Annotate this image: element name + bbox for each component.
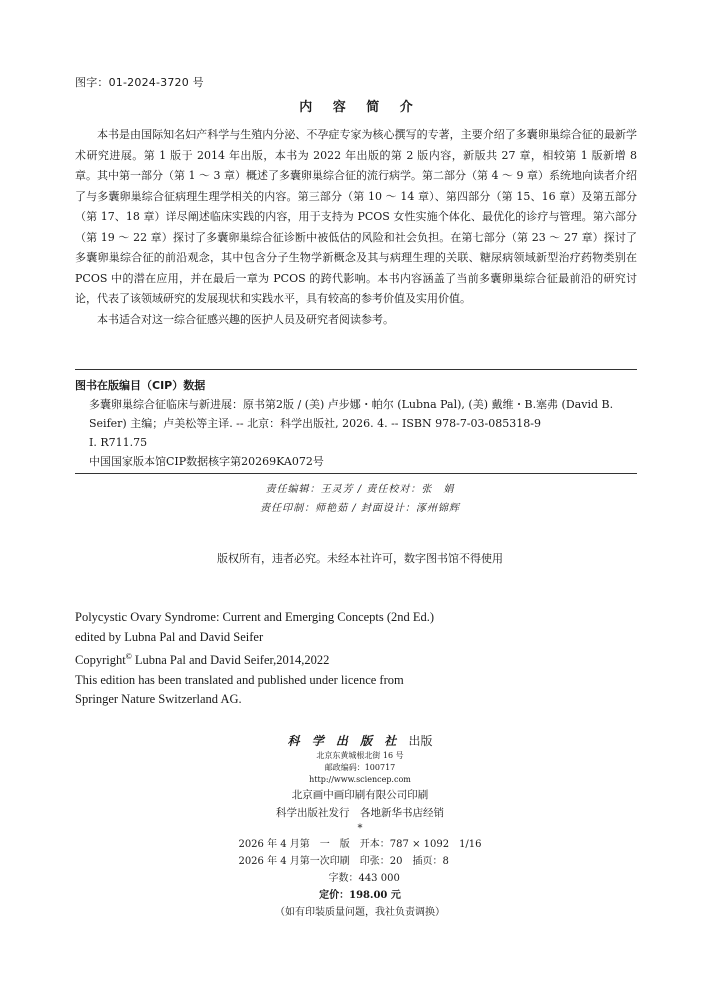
- intro-paragraph: 本书是由国际知名妇产科学与生殖内分泌、不孕症专家为核心撰写的专著，主要介绍了多囊卵巢综合征的最新学术研究进展。第 1 版于 2014 年出版，本书为 2022 年出版的第 2 版内容，新版共 27 章，相较第 1 版新增 8 章。其中第一部分（第 1 ～ 3 章）概述了多囊卵巢综合征的流行病学。第二部分（第 4 ～ 9 章）系统地向读者介绍了与多囊卵巢综合征病理生理学相关的内容。第三部分（第 10 ～ 14 章）、第四部分（第 15、16 章）及第五部分（第 17、18 章）详尽阐述临床实践的内容，用于支持为 PCOS 女性实施个体化、最优化的诊疗与管理。第六部分（第 19 ～ 22 章）探讨了多囊卵巢综合征诊断中被低估的风险和社会负担。在第七部分（第 23 ～ 27 章）探讨了多囊卵巢综合征的前沿观念，其中包含分子生物学新概念及其与病理生理的关联、糖尿病领域新型治疗药物类别在 PCOS 中的潜在应用，并在最后一章为 PCOS 的跨代影响。本书内容涵盖了当前多囊卵巢综合征最前沿的研究讨论，代表了该领域研究的发展现状和实践水平，具有较高的参考价值及实用价值。: [75, 128, 637, 305]
- copyright-holders: Lubna Pal and David Seifer,2014,2022: [131, 653, 330, 668]
- original-editors: edited by Lubna Pal and David Seifer: [75, 629, 264, 644]
- publisher-name-text: 科 学 出 版 社: [287, 734, 401, 748]
- intro-paragraph: 本书适合对这一综合征感兴趣的医护人员及研究者阅读参考。: [97, 312, 394, 326]
- specs-block: [238, 836, 481, 887]
- distribution-line: 科学出版社发行 各地新华书店经销: [276, 807, 444, 819]
- cip-bottom-rule: [75, 473, 637, 474]
- printer-line: 北京画中画印刷有限公司印刷: [291, 789, 429, 801]
- intro-body: [75, 125, 637, 330]
- cip-line: Ⅰ. R711.75: [89, 436, 148, 449]
- cip-line: 中国国家版本馆CIP数据核字第20269KA072号: [89, 455, 324, 468]
- rights-notice: 版权所有，违者必究。未经本社许可，数字图书馆不得使用: [217, 552, 503, 565]
- original-title: Polycystic Ovary Syndrome: Current and Emerging Concepts (2nd Ed.): [75, 610, 435, 624]
- licence-line: This edition has been translated and published under licence from: [75, 672, 404, 687]
- cip-heading: 图书在版编目（CIP）数据: [75, 379, 206, 392]
- staff-line: 责任编辑：王灵芳 / 责任校对：张 娟: [265, 484, 455, 495]
- publisher-name-suffix: 出版: [408, 734, 433, 748]
- publisher-address: 北京东黄城根北街 16 号: [316, 751, 404, 760]
- copyright-word: Copyright: [75, 653, 126, 668]
- intro-title: 内 容 简 介: [299, 100, 421, 115]
- cip-block: [75, 376, 637, 471]
- word-count: 字数：443 000: [328, 873, 400, 884]
- edition-line: 2026 年 4 月第 一 版 开本：787 × 1092 1/16: [238, 839, 482, 850]
- staff-credits: [0, 480, 720, 518]
- separator-star: *: [357, 823, 363, 834]
- printing-line: 2026 年 4 月第一次印刷 印张：20 插页：8: [238, 856, 449, 867]
- price-line: 定价：198.00 元: [319, 890, 401, 901]
- publisher-website: http://www.sciencep.com: [309, 775, 411, 784]
- cip-top-rule: [75, 369, 637, 370]
- original-edition-info: [75, 608, 434, 710]
- staff-line: 责任印制：师艳茹 / 封面设计：涿州锦辉: [260, 503, 460, 514]
- publisher-block: [0, 733, 720, 921]
- quality-notice: （如有印装质量问题，我社负责调换）: [275, 907, 445, 918]
- licence-line: Springer Nature Switzerland AG.: [75, 692, 242, 707]
- registration-number: 图字：01-2024-3720 号: [75, 76, 204, 89]
- publisher-postcode: 邮政编码：100717: [324, 763, 396, 772]
- copyright-symbol: ©: [125, 652, 132, 661]
- publisher-name: [0, 733, 720, 750]
- original-copyright: [75, 647, 434, 671]
- cip-line: 多囊卵巢综合征临床与新进展：原书第2版 / (美) 卢步娜・帕尔 (Lubna Pal), (美) 戴维・B.塞弗 (David B. Seifer) 主编；卢美松等主译. -- 北京：科学出版社, 2026. 4. -- ISBN 978-7-03-085318-9: [89, 398, 614, 430]
